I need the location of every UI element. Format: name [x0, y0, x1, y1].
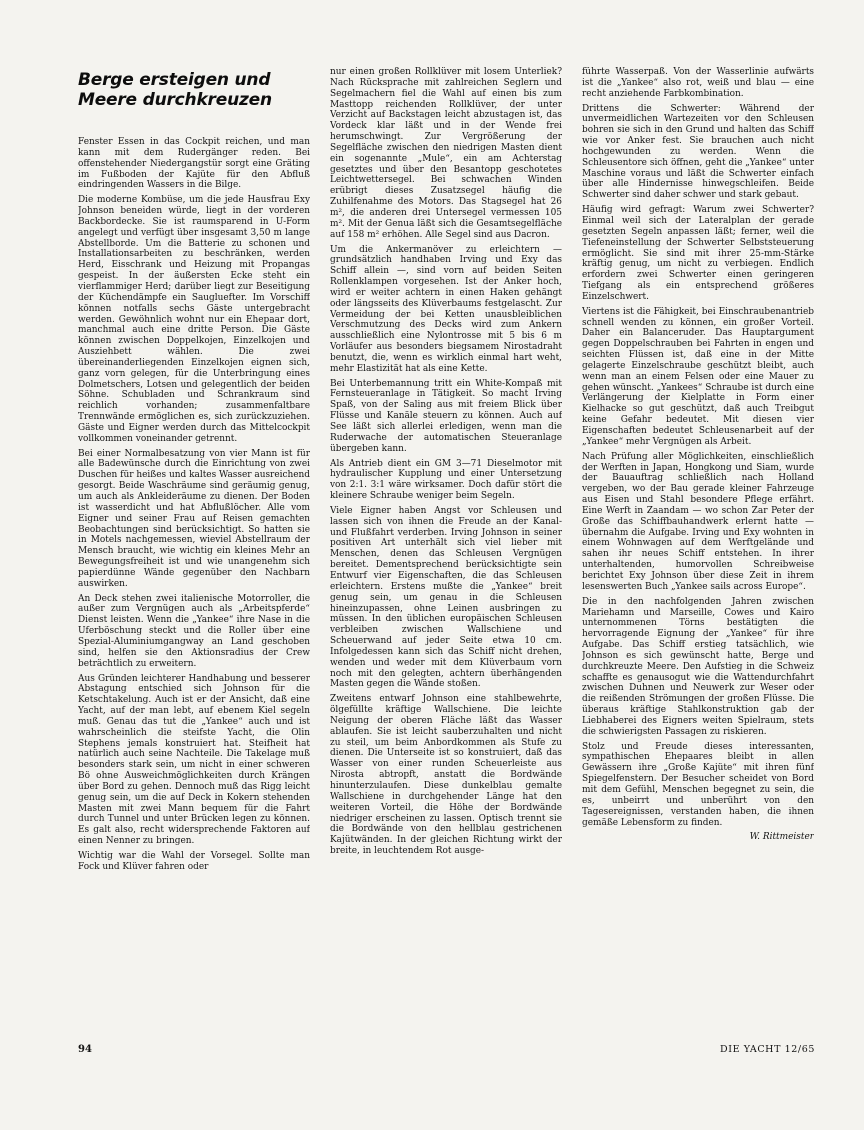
paragraph: nur einen großen Rollklüver mit losem Unterliek? Nach Rücksprache mit zahlreichen Seglern und Segelmachern fiel die Wahl auf einen bis zum Masttopp reichenden Rollklüver, der unter Verzicht auf Backstagen leicht abzustagen ist, das Vordeck klar läßt und in der Wende frei herumschwingt. Zur Vergrößerung der Segelfläche zwischen den niedrigen Masten dient ein sogenannte „Mule“, ein am Achterstag gesetztes und über den Besantopp geschotetes Leichtwettersegel. Bei schwachen Winden erübrigt dieses Zusatzsegel häufig die Zuhilfenahme des Motors. Das Stagsegel hat 26 m², die anderen drei Untersegel vermessen 105 m². Mit der Genua läßt sich die Gesamtsegelfläche auf 158 m² erhöhen. Alle Segel sind aus Dacron. [330, 67, 562, 240]
article-headline [78, 70, 298, 110]
text-column-1 [78, 137, 310, 1037]
paragraph: Häufig wird gefragt: Warum zwei Schwerter? Einmal weil sich der Lateralplan der gerade gesetzten Segeln anpassen läßt; ferner, weil die Tiefeneinstellung der Schwerter Selbststeuerung ermöglicht. Sie sind mit ihrer 25-mm-Stärke kräftig genug, um nicht zu verbiegen. Endlich erfordern zwei Schwerter einen geringeren Tiefgang als ein entsprechend größeres Einzelschwert. [582, 205, 814, 302]
paragraph: Viertens ist die Fähigkeit, bei Einschraubenantrieb schnell wenden zu können, ein großer Vorteil. Daher ein Balanceruder. Das Hauptargument gegen Doppelschrauben bei Fahrten in engen und seichten Flüssen ist, daß eine in der Mitte gelagerte Einzelschraube geschützt bleibt, auch wenn man an einem Felsen oder eine Mauer zu gehen wünscht. „Yankees“ Schraube ist durch eine Verlängerung der Kielplatte in Form einer Kielhacke so gut geschützt, daß auch Treibgut keine Gefahr bedeutet. Mit diesen vier Eigenschaften bedeutet Schleusenarbeit auf der „Yankee“ mehr Vergnügen als Arbeit. [582, 306, 814, 447]
paragraph: Bei Unterbemannung tritt ein White-Kompaß mit Fernsteueranlage in Tätigkeit. So macht Irving Spaß, von der Saling aus mit freiem Blick über Flüsse und Kanäle steuern zu können. Auch auf See läßt sich allerlei erledigen, wenn man die Ruderwache der automatischen Steueranlage übergeben kann. [330, 378, 562, 454]
paragraph: Drittens die Schwerter: Während der unvermeidlichen Wartezeiten vor den Schleusen bohren sie sich in den Grund und halten das Schiff wie vor Anker fest. Sie brauchen auch nicht hochgewunden zu werden. Wenn die Schleusentore sich öffnen, geht die „Yankee“ unter Maschine voraus und läßt die Schwerter einfach über alle Hindernisse hinwegschleifen. Beide Schwerter sind daher schwer und stark gebaut. [582, 103, 814, 201]
paragraph: Nach Prüfung aller Möglichkeiten, einschließlich der Werften in Japan, Hongkong und Siam, wurde der Bauauftrag schließlich nach Holland vergeben, wo der Bau gerade kleiner Fahrzeuge aus Eisen und Stahl besondere Pflege erfährt. Eine Werft in Zaandam — wo schon Zar Peter der Große das Schiffbauhandwerk erlernt hatte — übernahm die Aufgabe. Irving und Exy wohnten in einem Wohnwagen auf dem Werftgelände und sahen ihr neues Schiff entstehen. In ihrer unterhaltenden, humorvollen Schreibweise berichtet Exy Johnson über diese Zeit in ihrem lesenswerten Buch „Yankee sails across Europe“. [582, 451, 814, 592]
paragraph: Zweitens entwarf Johnson eine stahlbewehrte, ölgefüllte kräftige Wallschiene. Die leichte Neigung der oberen Fläche läßt das Wasser ablaufen. Sie ist leicht sauberzuhalten und nicht zu steil, um beim Anbordkommen als Stufe zu dienen. Die Unterseite ist so konstruiert, daß das Wasser von einer runden Scheuerleiste aus Nirosta abtropft, anstatt die Bordwände hinunterzulaufen. Diese dunkelblau gemalte Wallschiene in durchgehender Länge hat den weiteren Vorteil, die Höhe der Bordwände niedriger erscheinen zu lassen. Optisch trennt sie die Bordwände von den hellblau gestrichenen Kajütwänden. In der gleichen Richtung wirkt der breite, in leuchtendem Rot ausge- [330, 694, 562, 857]
text-column-2 [330, 67, 562, 1037]
paragraph: Die in den nachfolgenden Jahren zwischen Mariehamn und Marseille, Cowes und Kairo unternommenen Törns bestätigten die hervorragende Eignung der „Yankee“ für ihre Aufgabe. Das Schiff erstieg tatsächlich, wie Johnson es sich gewünscht hatte, Berge und durchkreuzte Meere. Den Aufstieg in die Schweiz schaffte es genausogut wie die Wattendurchfahrt zwischen Duhnen und Neuwerk zur Weser oder die reißenden Strömungen der großen Flüsse. Die überaus kräftige Stahlkonstruktion gab der Liebhaberei des Eigners weiten Spielraum, stets die schwierigsten Passagen zu riskieren. [582, 596, 814, 737]
paragraph: Bei einer Normalbesatzung von vier Mann ist für alle Badewünsche durch die Einrichtung von zwei Duschen für heißes und kaltes Wasser ausreichend gesorgt. Beide Waschräume sind geräumig genug, um auch als Ankleideräume zu dienen. Der Boden ist wasserdicht und hat Abflußlöcher. Alle vom Eigner und seiner Frau auf Reisen gemachten Beobachtungen sind berücksichtigt. So hatten sie in Motels nachgemessen, wieviel Abstellraum der Mensch braucht, wie wichtig ein kleines Mehr an Bewegungsfreiheit ist und wie unangenehm sich papierdünne Wände gegenüber den Nachbarn auswirken. [78, 448, 310, 589]
paragraph: Fenster Essen in das Cockpit reichen, und man kann mit dem Rudergänger reden. Bei offenstehender Niedergangstür sorgt eine Gräting im Fußboden der Kajüte für den Abfluß eindringenden Wassers in die Bilge. [78, 137, 310, 191]
paragraph: Stolz und Freude dieses interessanten, sympathischen Ehepaares bleibt in allen Gewässern ihre „Große Kajüte“ mit ihren fünf Spiegelfenstern. Der Besucher scheidet von Bord mit dem Gefühl, Menschen begegnet zu sein, die es, unbeirrt und unberührt von den Tagesereignissen, verstanden haben, die ihnen gemäße Lebensform zu finden. [582, 741, 814, 828]
magazine-issue: DIE YACHT 12/65 [720, 1044, 816, 1055]
paragraph: Die moderne Kombüse, um die jede Hausfrau Exy Johnson beneiden würde, liegt in der vorderen Backbordecke. Sie ist raumsparend in U-Form angelegt und verfügt über insgesamt 3,50 m lange Abstellborde. Um die Batterie zu schonen und Installationsarbeiten zu beschränken, werden Herd, Eisschrank und Heizung mit Propangas gespeist. In der äußersten Ecke steht ein vierflammiger Herd; darüber liegt zur Beseitigung der Küchendämpfe ein Saugluefter. Im Vorschiff können notfalls sechs Gäste untergebracht werden. Gewöhnlich wohnt nur ein Ehepaar dort, manchmal auch eine dritte Person. Die Gäste können zwischen Doppelkojen, Einzelkojen und Ausziehbett wählen. Die zwei übereinanderliegenden Einzelkojen eignen sich, ganz vorn gelegen, für die Unterbringung eines Dolmetschers, Lotsen und gelegentlich der beiden Söhne. Schubladen und Schrankraum sind reichlich vorhanden; zusammenfaltbare Trennwände ermöglichen es, sich zurückzuziehen. Gäste und Eigner werden durch das Mittelcockpit vollkommen voneinander getrennt. [78, 195, 310, 444]
headline-line-2: Meere durchkreuzen [78, 90, 272, 110]
paragraph: Viele Eigner haben Angst vor Schleusen und lassen sich von ihnen die Freude an der Kanal- und Flußfahrt verderben. Irving Johnson in seiner positiven Art unterhält sich viel lieber mit Menschen, denen das Schleusen Vergnügen bereitet. Dementsprechend berücksichtigte sein Entwurf vier Eigenschaften, die das Schleusen erleichtern. Erstens mußte die „Yankee“ breit genug sein, um genau in die Schleusen hineinzupassen, ohne Leinen ausbringen zu müssen. In den üblichen europäischen Schleusen verbleiben zwischen Wallschiene und Scheuerwand auf jeder Seite etwa 10 cm. Infolgedessen kann sich das Schiff nicht drehen, wenden und weder mit dem Klüverbaum vorn noch mit den gelegten, achtern überhängenden Masten gegen die Wände stoßen. [330, 505, 562, 690]
paragraph: An Deck stehen zwei italienische Motorroller, die außer zum Vergnügen auch als „Arbeitspferde“ Dienst leisten. Wenn die „Yankee“ ihre Nase in die Uferböschung steckt und die Roller über eine Spezial-Aluminiumgangway an Land geschoben sind, helfen sie den Aktionsradius der Crew beträchtlich zu erweitern. [78, 593, 310, 669]
paragraph: Aus Gründen leichterer Handhabung und besserer Abstagung entschied sich Johnson für die Ketschtakelung. Auch ist er der Ansicht, daß eine Yacht, auf der man lebt, auf ebenem Kiel segeln muß. Genau das tut die „Yankee“ auch und ist wahrscheinlich die steifste Yacht, die Olin Stephens jemals konstruiert hat. Steifheit hat natürlich auch seine Nachteile. Die Takelage muß besonders stark sein, um nicht in einer schweren Bö ohne Ausweichmöglichkeiten durch Krängen über Bord zu gehen. Dennoch muß das Rigg leicht genug sein, um die auf Deck in Kokern stehenden Masten mit zwei Mann bequem für die Fahrt durch Tunnel und unter Brücken legen zu können. Es galt also, recht widersprechende Faktoren auf einen Nenner zu bringen. [78, 673, 310, 847]
paragraph: Wichtig war die Wahl der Vorsegel. Sollte man Fock und Klüver fahren oder [78, 851, 310, 872]
text-column-3 [582, 67, 814, 1037]
paragraph: führte Wasserpaß. Von der Wasserlinie aufwärts ist die „Yankee“ also rot, weiß und blau — eine recht anziehende Farbkombination. [582, 67, 814, 99]
page-number: 94 [78, 1044, 92, 1055]
paragraph: Als Antrieb dient ein GM 3—71 Dieselmotor mit hydraulischer Kupplung und einer Untersetzung von 2:1. 3:1 wäre wirksamer. Doch dafür stört die kleinere Schraube weniger beim Segeln. [330, 458, 562, 502]
paragraph: Um die Ankermanöver zu erleichtern — grundsätzlich handhaben Irving und Exy das Schiff allein —, sind vorn auf beiden Seiten Rollenklampen vorgesehen. Ist der Anker hoch, wird er weiter achtern in einen Haken gehängt oder längsseits des Klüverbaums festgelascht. Zur Vermeidung der bei Ketten unausbleiblichen Verschmutzung des Decks wird zum Ankern ausschließlich eine Nylontrosse mit 5 bis 6 m Vorläufer aus besonders biegsamem Nirostadraht benutzt, die, wenn es wirklich einmal hart weht, mehr Elastizität hat als eine Kette. [330, 244, 562, 374]
author-signature: W. Rittmeister [749, 832, 814, 843]
headline-line-1: Berge ersteigen und [78, 70, 271, 90]
